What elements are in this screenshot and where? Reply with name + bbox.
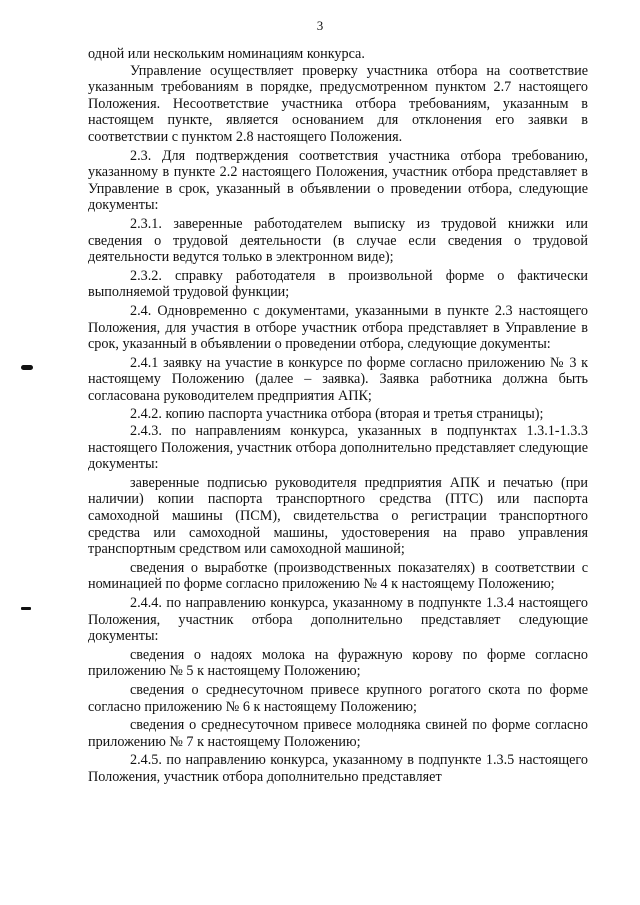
paragraph: Управление осуществляет проверку участника отбора на соответствие указанным требованиям в порядке, предусмотренном пунктом 2.7 настоящего Положения. Несоответствие участника отбора требованиям, указанным в настоящем пункте, является основанием для отклонения его заявки в соответствии с пунктом 2.8 настоящего Положения. — [88, 62, 588, 145]
paragraph: сведения о среднесуточном привесе крупного рогатого скота по форме согласно приложению № 6 к настоящему Положению; — [88, 681, 588, 715]
paragraph: 2.3. Для подтверждения соответствия участника отбора требованию, указанному в пункте 2.2 настоящего Положения, участник отбора представляет в Управление в срок, указанный в объявлении о проведении отбора, следующие документы: — [88, 147, 588, 214]
paragraph: 2.3.1. заверенные работодателем выписку из трудовой книжки или сведения о трудовой деятельности (в случае если сведения о трудовой деятельности ведутся только в электронном виде); — [88, 215, 588, 266]
paragraph: 2.4.3. по направлениям конкурса, указанных в подпунктах 1.3.1-1.3.3 настоящего Положения, участник отбора дополнительно представляет следующие документы: — [88, 423, 588, 473]
page-number: 3 — [316, 18, 324, 33]
paragraph: сведения о выработке (производственных показателях) в соответствии с номинацией по форме согласно приложению № 4 к настоящему Положению; — [88, 559, 588, 593]
margin-mark — [21, 607, 31, 610]
paragraph: 2.4.2. копию паспорта участника отбора (вторая и третья страницы); — [130, 406, 544, 423]
margin-mark — [21, 365, 33, 370]
paragraph: одной или нескольким номинациям конкурса. — [88, 46, 365, 62]
paragraph: заверенные подписью руководителя предприятия АПК и печатью (при наличии) копии паспорта транспортного средства (ПТС) или паспорта самоходной машины (ПСМ), свидетельства о регистрации транспортного средства или самоходной машины, удостоверения на право управления транспортным средством или самоходной машиной; — [88, 474, 588, 558]
paragraph: сведения о надоях молока на фуражную корову по форме согласно приложению № 5 к настоящему Положению; — [88, 646, 588, 680]
paragraph: 2.3.2. справку работодателя в произвольной форме о фактически выполняемой трудовой функции; — [88, 267, 588, 301]
paragraph: 2.4.1 заявку на участие в конкурсе по форме согласно приложению № 3 к настоящему Положению (далее – заявка). Заявка работника должна быть согласована руководителем предприятия АПК; — [88, 354, 588, 404]
paragraph: 2.4.5. по направлению конкурса, указанному в подпункте 1.3.5 настоящего Положения, участник отбора дополнительно представляет — [88, 752, 588, 785]
paragraph: сведения о среднесуточном привесе молодняка свиней по форме согласно приложению № 7 к настоящему Положению; — [88, 717, 588, 750]
paragraph: 2.4.4. по направлению конкурса, указанному в подпункте 1.3.4 настоящего Положения, участник отбора дополнительно представляет следующие документы: — [88, 595, 588, 645]
paragraph: 2.4. Одновременно с документами, указанными в пункте 2.3 настоящего Положения, для участия в отборе участник отбора представляет в Управление в срок, указанный в объявлении о проведении отбора, следующие документы: — [88, 302, 588, 353]
body-text — [88, 46, 588, 786]
